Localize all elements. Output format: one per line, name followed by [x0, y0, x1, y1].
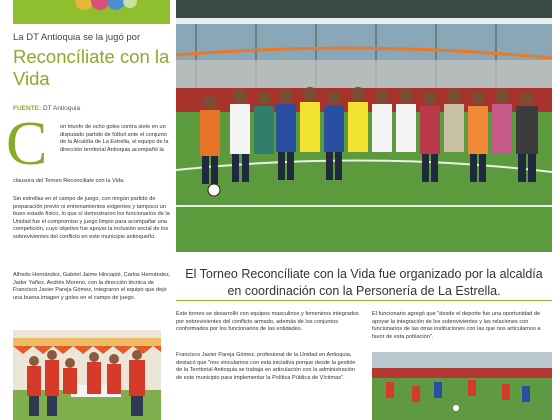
paragraph-2: Sin estrellas en el campo de juego, con ningún partido de preparación previo ni entrenamientos exigentes y tampoco un buen estado físico, lo que sí demostraron los funcionarios de la Unidad fue el compromiso y juego limpio para acompañar una competición, cuyo objetivo fue apoyar la inclusión social de los sobrevivientes del conflicto en este municipio antioqueño. [13, 196, 170, 240]
photo-team-celebration [13, 330, 161, 420]
article-headline: El Torneo Reconcíliate con la Vida fue organizado por la alcaldía en coordinación con la Personería de La Estrella. [185, 267, 543, 298]
logo-circle-icon [123, 0, 137, 8]
source-label: FUENTE: [13, 105, 42, 112]
paragraph-3: Alfredo Hernández, Gabriel Jaime Hincapié, Carlos Hernández, Jader Yañez, Andrés Moreno, con la dirección técnica de Francisco Javier Pareja Gómez, integraron el equipo que dejó una buena imagen y goles en el campo de juego. [13, 272, 171, 301]
paragraph-6: El funcionario agregó que "desde el deporte fue una oportunidad de apoyar la integración de los sobrevivientes y las relaciones con funcionarios de las otras instituciones con las que nos articulamos a favor de esta población". [372, 311, 541, 340]
photo-match-play [372, 352, 552, 420]
divider [176, 300, 552, 301]
photo-illustration [372, 352, 552, 420]
photo-illustration [176, 0, 552, 252]
article-title: Reconcíliate con la Vida [13, 46, 170, 89]
article-kicker: La DT Antioquia se la jugó por [13, 32, 141, 43]
photo-team-group [176, 0, 552, 252]
header-logo-band [13, 0, 170, 24]
photo-illustration [13, 330, 161, 420]
paragraph-intro-end: clausura del Torneo Reconcíliate con la Vida. [13, 178, 125, 184]
source-value: DT Antioquia [42, 105, 81, 112]
paragraph-intro: on triunfo de ocho goles contra siete en un disputado partido de fútbol ante el conjunto de la Alcaldía de La Estrella, el equipo de la dirección territorial Antioquia acompañó la [60, 124, 169, 153]
paragraph-4: Este torneo se desarrolló con equipos masculinos y femeninos integrados por sobrevivientes del conflicto armado, además de los conjuntos conformados por los funcionarios de las entidades. [176, 311, 359, 333]
paragraph-5: Francisco Javier Pareja Gómez, profesional de la Unidad en Antioquia, destacó que "nos vinculamos con esta iniciativa porque desde la gestión de la Territorial Antioquia se trabaja en articulación con la administración de este municipio para implementar la Política Pública de Víctimas". [176, 352, 356, 381]
drop-cap: C [6, 110, 48, 178]
